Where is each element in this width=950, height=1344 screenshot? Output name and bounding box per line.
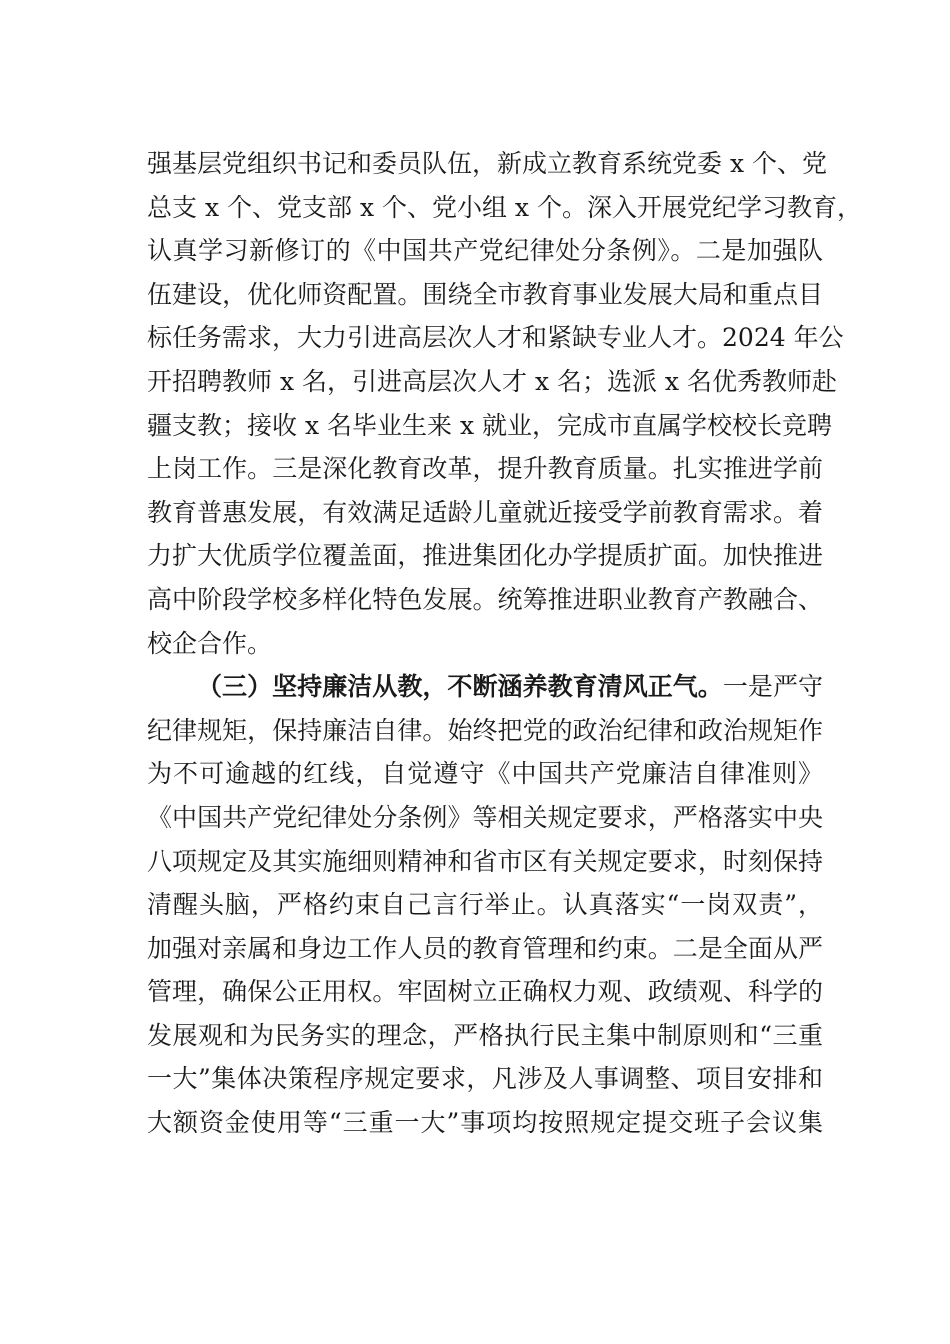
paragraph-line: 管理，确保公正用权。牢固树立正确权力观、政绩观、科学的 — [147, 977, 823, 1007]
paragraph-line: 为不可逾越的红线，自觉遵守《中国共产党廉洁自律准则》 — [147, 759, 823, 789]
paragraph-line: 校企合作。 — [147, 628, 273, 658]
paragraph-line: 纪律规矩，保持廉洁自律。始终把党的政治纪律和政治规矩作 — [147, 715, 823, 745]
paragraph-line: 强基层党组织书记和委员队伍，新成立教育系统党委 x 个、党 — [147, 149, 827, 178]
paragraph-line: 力扩大优质学位覆盖面，推进集团化办学提质扩面。加快推进 — [147, 541, 823, 571]
section-3-first-line — [147, 665, 823, 709]
paragraph-line: 认真学习新修订的《中国共产党纪律处分条例》。二是加强队 — [147, 236, 823, 266]
section-3-heading: （三）坚持廉洁从教，不断涵养教育清风正气。 — [197, 672, 723, 702]
paragraph-line: 大额资金使用等“三重一大”事项均按照规定提交班子会议集 — [147, 1108, 823, 1138]
paragraph-line: 加强对亲属和身边工作人员的教育管理和约束。二是全面从严 — [147, 933, 823, 963]
paragraph-line: 上岗工作。三是深化教育改革，提升教育质量。扎实推进学前 — [147, 454, 823, 484]
paragraph-line: 开招聘教师 x 名，引进高层次人才 x 名；选派 x 名优秀教师赴 — [147, 366, 837, 396]
paragraph-line: 一大”集体决策程序规定要求，凡涉及人事调整、项目安排和 — [147, 1064, 823, 1094]
document-body — [147, 142, 862, 1145]
paragraph-line: 疆支教；接收 x 名毕业生来 x 就业，完成市直属学校校长竞聘 — [147, 410, 832, 440]
paragraph-line: 高中阶段学校多样化特色发展。统筹推进职业教育产教融合、 — [147, 584, 823, 614]
paragraph-line: 《中国共产党纪律处分条例》等相关规定要求，严格落实中央 — [147, 802, 823, 832]
paragraph-line: 八项规定及其实施细则精神和省市区有关规定要求，时刻保持 — [147, 846, 823, 876]
paragraph-line: 总支 x 个、党支部 x 个、党小组 x 个。深入开展党纪学习教育， — [147, 192, 862, 222]
section-3-first-line-rest: 一是严守 — [722, 672, 823, 702]
paragraph-line: 教育普惠发展，有效满足适龄儿童就近接受学前教育需求。着 — [147, 497, 823, 527]
paragraph-line: 伍建设，优化师资配置。围绕全市教育事业发展大局和重点目 — [147, 279, 823, 309]
paragraph-line: 标任务需求，大力引进高层次人才和紧缺专业人才。2024 年公 — [147, 323, 844, 353]
paragraph-line: 清醒头脑，严格约束自己言行举止。认真落实“一岗双责”， — [147, 890, 823, 920]
paragraph-line: 发展观和为民务实的理念，严格执行民主集中制原则和“三重 — [147, 1020, 823, 1050]
